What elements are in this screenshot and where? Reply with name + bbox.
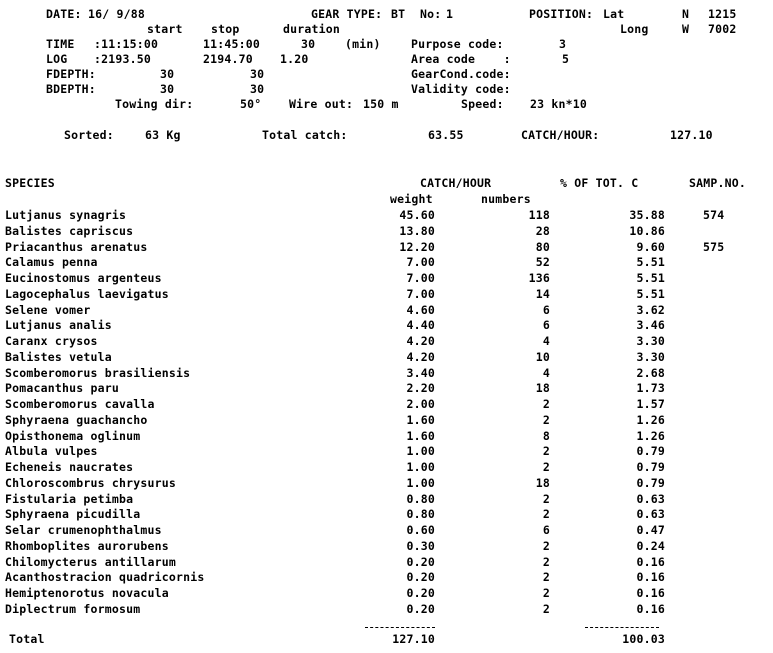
species-name: Pomacanthus paru xyxy=(5,381,119,395)
catch-weight: 45.60 xyxy=(399,208,435,222)
catch-numbers: 2 xyxy=(542,397,550,411)
catch-numbers: 2 xyxy=(542,570,550,584)
pct-of-total: 9.60 xyxy=(636,240,665,254)
catch-numbers: 28 xyxy=(535,224,550,238)
gearcond-label: GearCond.code: xyxy=(411,67,511,81)
species-name: Eucinostomus argenteus xyxy=(5,271,162,285)
gear-type-value: BT xyxy=(391,7,406,21)
time-duration: 30 xyxy=(301,37,316,51)
catch-hour-heading: CATCH/HOUR xyxy=(420,176,492,190)
date-label: DATE: xyxy=(46,7,82,21)
fdepth-label: FDEPTH: xyxy=(46,67,96,81)
wire-label: Wire out: xyxy=(289,97,354,111)
pct-of-total: 3.30 xyxy=(636,334,665,348)
pct-of-total: 1.26 xyxy=(636,413,665,427)
catch-weight: 0.20 xyxy=(406,586,435,600)
pct-of-total: 0.16 xyxy=(636,570,665,584)
catch-weight: 0.30 xyxy=(406,539,435,553)
catch-weight: 4.20 xyxy=(406,350,435,364)
catch-weight: 0.80 xyxy=(406,507,435,521)
catch-weight: 1.60 xyxy=(406,413,435,427)
catch-weight: 13.80 xyxy=(399,224,435,238)
catch-numbers: 118 xyxy=(528,208,550,222)
catch-numbers: 2 xyxy=(542,444,550,458)
no-value: 1 xyxy=(446,7,454,21)
catch-numbers: 2 xyxy=(542,413,550,427)
lat-hemisphere: N xyxy=(682,7,690,21)
catch-numbers: 136 xyxy=(528,271,550,285)
catch-weight: 1.00 xyxy=(406,460,435,474)
log-label: LOG xyxy=(46,52,68,66)
catch-numbers: 18 xyxy=(535,381,550,395)
catch-numbers: 14 xyxy=(535,287,550,301)
catch-numbers: 2 xyxy=(542,507,550,521)
species-name: Caranx crysos xyxy=(5,334,98,348)
numbers-subheading: numbers xyxy=(481,192,531,206)
pct-of-total: 0.63 xyxy=(636,507,665,521)
species-name: Echeneis naucrates xyxy=(5,460,134,474)
pct-of-total: 1.26 xyxy=(636,429,665,443)
species-name: Albula vulpes xyxy=(5,444,98,458)
weight-total-rule xyxy=(365,627,435,628)
species-name: Balistes capriscus xyxy=(5,224,134,238)
pct-of-total: 5.51 xyxy=(636,287,665,301)
pct-of-total: 0.79 xyxy=(636,476,665,490)
pct-of-total: 10.86 xyxy=(629,224,665,238)
species-name: Chloroscombrus chrysurus xyxy=(5,476,176,490)
catch-weight: 0.20 xyxy=(406,555,435,569)
sample-number: 575 xyxy=(703,240,725,254)
fdepth-start: 30 xyxy=(160,67,175,81)
species-name: Diplectrum formosum xyxy=(5,602,141,616)
catch-weight: 1.00 xyxy=(406,476,435,490)
species-heading: SPECIES xyxy=(5,176,55,190)
catch-weight: 2.00 xyxy=(406,397,435,411)
pct-of-total: 0.79 xyxy=(636,444,665,458)
log-duration: 1.20 xyxy=(280,52,309,66)
catch-numbers: 2 xyxy=(542,602,550,616)
species-name: Chilomycterus antillarum xyxy=(5,555,176,569)
total-pct: 100.03 xyxy=(622,632,665,646)
catch-weight: 4.60 xyxy=(406,303,435,317)
total-label: Total xyxy=(9,632,45,646)
catch-numbers: 2 xyxy=(542,460,550,474)
long-label: Long xyxy=(620,22,649,36)
total-catch-value: 63.55 xyxy=(428,128,464,142)
catch-numbers: 2 xyxy=(542,539,550,553)
catch-weight: 2.20 xyxy=(406,381,435,395)
sample-number: 574 xyxy=(703,208,725,222)
species-name: Sphyraena picudilla xyxy=(5,507,141,521)
species-name: Rhomboplites aurorubens xyxy=(5,539,169,553)
area-value: 5 xyxy=(562,52,570,66)
species-name: Scomberomorus brasiliensis xyxy=(5,366,191,380)
species-name: Selar crumenophthalmus xyxy=(5,523,162,537)
total-weight: 127.10 xyxy=(392,632,435,646)
catch-weight: 0.60 xyxy=(406,523,435,537)
pct-of-total: 1.57 xyxy=(636,397,665,411)
lat-value: 1215 xyxy=(708,7,737,21)
pct-of-total: 3.46 xyxy=(636,318,665,332)
col-duration-heading: duration xyxy=(283,22,340,36)
pct-of-total: 35.88 xyxy=(629,208,665,222)
purpose-label: Purpose code: xyxy=(411,37,504,51)
catch-weight: 12.20 xyxy=(399,240,435,254)
log-start: :2193.50 xyxy=(94,52,151,66)
validity-label: Validity code: xyxy=(411,82,511,96)
long-hemisphere: W xyxy=(682,22,690,36)
towing-value: 50° xyxy=(240,97,262,111)
catch-numbers: 18 xyxy=(535,476,550,490)
date-value: 16/ 9/88 xyxy=(88,7,145,21)
catch-weight: 0.20 xyxy=(406,570,435,584)
pct-of-total: 0.47 xyxy=(636,523,665,537)
col-start-heading: start xyxy=(147,22,183,36)
species-name: Hemiptenorotus novacula xyxy=(5,586,169,600)
species-name: Lutjanus synagris xyxy=(5,208,127,222)
time-stop: 11:45:00 xyxy=(203,37,260,51)
catch-weight: 7.00 xyxy=(406,271,435,285)
catch-weight: 4.20 xyxy=(406,334,435,348)
sorted-value: 63 Kg xyxy=(145,128,181,142)
area-label: Area code : xyxy=(411,52,511,66)
species-name: Selene vomer xyxy=(5,303,91,317)
catch-hour-label: CATCH/HOUR: xyxy=(521,128,600,142)
catch-weight: 4.40 xyxy=(406,318,435,332)
catch-numbers: 4 xyxy=(542,366,550,380)
sample-number-heading: SAMP.NO. xyxy=(689,176,746,190)
towing-label: Towing dir: xyxy=(115,97,194,111)
catch-weight: 7.00 xyxy=(406,255,435,269)
pct-of-total: 1.73 xyxy=(636,381,665,395)
total-catch-label: Total catch: xyxy=(262,128,348,142)
speed-label: Speed: xyxy=(461,97,504,111)
catch-weight: 1.00 xyxy=(406,444,435,458)
wire-value: 150 m xyxy=(363,97,399,111)
species-name: Fistularia petimba xyxy=(5,492,134,506)
bdepth-start: 30 xyxy=(160,82,175,96)
catch-numbers: 6 xyxy=(542,318,550,332)
speed-value: 23 kn*10 xyxy=(530,97,587,111)
catch-numbers: 80 xyxy=(535,240,550,254)
catch-numbers: 6 xyxy=(542,303,550,317)
pct-total-heading: % OF TOT. C xyxy=(560,176,639,190)
catch-numbers: 4 xyxy=(542,334,550,348)
catch-numbers: 6 xyxy=(542,523,550,537)
species-name: Priacanthus arenatus xyxy=(5,240,148,254)
pct-of-total: 5.51 xyxy=(636,255,665,269)
species-name: Lutjanus analis xyxy=(5,318,112,332)
species-name: Lagocephalus laevigatus xyxy=(5,287,169,301)
pct-of-total: 0.16 xyxy=(636,602,665,616)
pct-of-total: 3.62 xyxy=(636,303,665,317)
species-name: Scomberomorus cavalla xyxy=(5,397,155,411)
species-name: Calamus penna xyxy=(5,255,98,269)
sorted-label: Sorted: xyxy=(64,128,114,142)
catch-numbers: 8 xyxy=(542,429,550,443)
catch-numbers: 52 xyxy=(535,255,550,269)
purpose-value: 3 xyxy=(559,37,567,51)
position-label: POSITION: xyxy=(529,7,594,21)
pct-of-total: 0.16 xyxy=(636,555,665,569)
catch-numbers: 2 xyxy=(542,586,550,600)
catch-numbers: 10 xyxy=(535,350,550,364)
pct-of-total: 0.24 xyxy=(636,539,665,553)
species-name: Balistes vetula xyxy=(5,350,112,364)
time-label: TIME xyxy=(46,37,75,51)
catch-numbers: 2 xyxy=(542,555,550,569)
log-stop: 2194.70 xyxy=(203,52,253,66)
gear-type-label: GEAR TYPE: xyxy=(311,7,383,21)
catch-numbers: 2 xyxy=(542,492,550,506)
time-start: :11:15:00 xyxy=(94,37,159,51)
pct-of-total: 0.63 xyxy=(636,492,665,506)
catch-weight: 0.80 xyxy=(406,492,435,506)
pct-of-total: 5.51 xyxy=(636,271,665,285)
catch-weight: 3.40 xyxy=(406,366,435,380)
time-unit: (min) xyxy=(345,37,381,51)
catch-weight: 0.20 xyxy=(406,602,435,616)
species-name: Opisthonema oglinum xyxy=(5,429,141,443)
col-stop-heading: stop xyxy=(211,22,240,36)
pct-of-total: 0.79 xyxy=(636,460,665,474)
catch-hour-value: 127.10 xyxy=(670,128,713,142)
pct-of-total: 0.16 xyxy=(636,586,665,600)
species-name: Acanthostracion quadricornis xyxy=(5,570,205,584)
fdepth-stop: 30 xyxy=(250,67,265,81)
lat-label: Lat xyxy=(603,7,625,21)
long-value: 7002 xyxy=(708,22,737,36)
no-label: No: xyxy=(420,7,442,21)
catch-weight: 7.00 xyxy=(406,287,435,301)
pct-of-total: 2.68 xyxy=(636,366,665,380)
bdepth-label: BDEPTH: xyxy=(46,82,96,96)
catch-weight: 1.60 xyxy=(406,429,435,443)
species-name: Sphyraena guachancho xyxy=(5,413,148,427)
pct-of-total: 3.30 xyxy=(636,350,665,364)
pct-total-rule xyxy=(585,627,659,628)
bdepth-stop: 30 xyxy=(250,82,265,96)
weight-subheading: weight xyxy=(390,192,433,206)
